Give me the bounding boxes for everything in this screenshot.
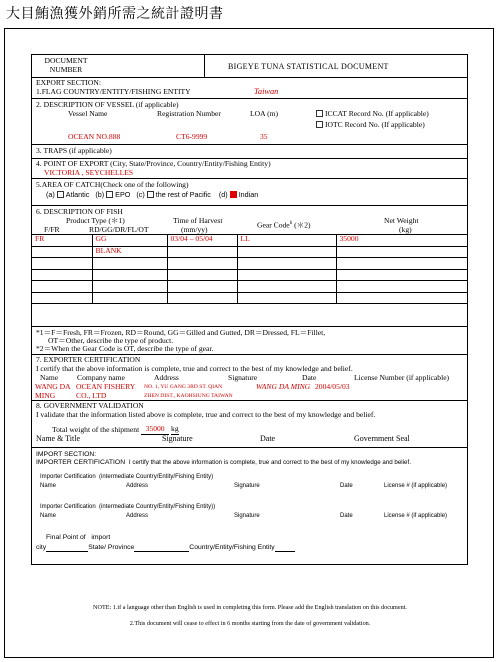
gear-code-label bbox=[257, 221, 311, 230]
exporter-signature-value: WANG DA MING bbox=[256, 382, 311, 391]
gear-cell[interactable] bbox=[237, 269, 336, 281]
importer-2-col-address: Address bbox=[126, 513, 149, 519]
exporter-col-date: Date bbox=[302, 373, 317, 382]
ff-cell[interactable] bbox=[32, 258, 92, 270]
importer-2-col-signature: Signature bbox=[234, 513, 260, 519]
rd-cell[interactable] bbox=[92, 292, 167, 304]
ff-cell[interactable] bbox=[32, 292, 92, 304]
final-point-text-1: Final Point of bbox=[46, 534, 86, 541]
iotc-checkbox[interactable] bbox=[316, 121, 323, 128]
registration-label: Registration Number bbox=[157, 109, 221, 118]
document-number-label bbox=[42, 57, 90, 74]
point-of-export-row bbox=[32, 158, 467, 178]
table-row bbox=[32, 281, 467, 293]
iccat-checkbox[interactable] bbox=[316, 110, 323, 117]
net-unit-label: (kg) bbox=[399, 225, 412, 234]
table-row bbox=[32, 246, 467, 258]
page-heading: 大目鮪漁獲外銷所需之統計證明書 bbox=[6, 6, 224, 22]
fish-description-label: 6. DESCRIPTION OF FISH bbox=[36, 207, 123, 216]
importer-cert-2-sub: (intermediate Country/Entity/Fishing Entity)) bbox=[99, 504, 216, 510]
f-fr-label: F/FR bbox=[44, 225, 60, 234]
point-of-export-value: VICTORIA , SEYCHELLES bbox=[44, 168, 134, 177]
footer-note-1: NOTE: 1.if a language other than English is used in completing this form. Please add the English translation on this document. bbox=[93, 604, 407, 611]
area-option-a-marker: (a) bbox=[46, 190, 55, 199]
final-point-fields bbox=[36, 544, 295, 552]
fish-note-2: *2＝When the Gear Code is OT, describe the type of gear. bbox=[36, 344, 214, 353]
exporter-name-value-2: MING bbox=[35, 391, 56, 400]
rest-of-pacific-checkbox[interactable] bbox=[147, 191, 154, 198]
harvest-cell[interactable] bbox=[167, 281, 237, 293]
exporter-certification-row bbox=[32, 354, 467, 400]
exporter-address-value-1: NO. 1, YU GANG 3RD ST. QIAN bbox=[144, 384, 223, 390]
ff-cell[interactable]: FR bbox=[32, 235, 92, 247]
import-section-label: IMPORT SECTION: bbox=[36, 451, 97, 458]
document-title: BIGEYE TUNA STATISTICAL DOCUMENT bbox=[228, 62, 389, 71]
exporter-col-address: Address bbox=[154, 373, 179, 382]
importer-2-col-name: Name bbox=[40, 513, 57, 519]
ff-cell[interactable] bbox=[32, 281, 92, 293]
fish-notes-row bbox=[32, 326, 467, 354]
exporter-col-license: License Number (if applicable) bbox=[354, 373, 450, 382]
importer-cert-1-sub: (intermediate Country/Entity/Fishing Entity) bbox=[99, 474, 214, 480]
rd-cell[interactable] bbox=[92, 258, 167, 270]
table-row bbox=[32, 258, 467, 270]
export-section-label: EXPORT SECTION: bbox=[36, 78, 102, 87]
total-weight-value[interactable]: 35000 bbox=[141, 425, 169, 435]
exporter-address-value-2: ZHEN DIST., KAOHSIUNG TAIWAN bbox=[144, 393, 233, 399]
epo-checkbox[interactable] bbox=[106, 191, 113, 198]
government-seal-label: Government Seal bbox=[354, 434, 410, 443]
harvest-cell[interactable] bbox=[167, 258, 237, 270]
export-flag-row bbox=[32, 77, 467, 98]
importer-2-col-date: Date bbox=[340, 513, 353, 519]
loa-label: LOA (m) bbox=[250, 109, 279, 118]
fish-table bbox=[32, 234, 467, 304]
document-number-line-2: NUMBER bbox=[49, 64, 83, 74]
traps-row bbox=[32, 144, 467, 158]
traps-label: 3. TRAPS (if applicable) bbox=[36, 146, 112, 155]
country-field[interactable] bbox=[275, 551, 295, 552]
total-weight-unit: kg bbox=[171, 424, 179, 433]
government-validation-label: 8. GOVERNMENT VALIDATION bbox=[36, 401, 144, 410]
gear-code-text: Gear Code bbox=[257, 220, 290, 230]
importer-cert-line bbox=[36, 459, 411, 467]
weight-cell[interactable] bbox=[336, 281, 467, 293]
gear-cell[interactable] bbox=[237, 292, 336, 304]
weight-cell[interactable] bbox=[336, 258, 467, 270]
ff-cell[interactable] bbox=[32, 246, 92, 258]
gear-cell[interactable]: LL bbox=[237, 235, 336, 247]
document-number-line-1: DOCUMENT bbox=[44, 56, 88, 65]
area-option-d-marker: (d) bbox=[218, 190, 228, 199]
gov-signature-label: Signature bbox=[162, 434, 193, 443]
vessel-name-label: Vessel Name bbox=[68, 109, 108, 118]
area-of-catch-row bbox=[32, 178, 467, 205]
ff-cell[interactable] bbox=[32, 269, 92, 281]
harvest-cell[interactable] bbox=[167, 292, 237, 304]
city-field[interactable] bbox=[46, 551, 88, 552]
importer-cert-2-label bbox=[40, 504, 215, 511]
importer-1-col-date: Date bbox=[340, 483, 353, 489]
importer-cert-2-title: Importer Certification bbox=[40, 504, 96, 510]
indian-checkbox[interactable] bbox=[230, 191, 237, 198]
weight-cell[interactable]: 35000 bbox=[336, 235, 467, 247]
importer-certify-text: I certify that the above information is complete, true and correct to the best of my knowledge and belief. bbox=[128, 459, 411, 466]
importer-1-col-name: Name bbox=[40, 483, 57, 489]
rd-cell[interactable]: GG bbox=[92, 235, 167, 247]
rd-cell[interactable]: BLANK bbox=[92, 246, 167, 258]
area-of-catch-label: 5.AREA OF CATCH(Check one of the following) bbox=[36, 180, 189, 189]
flag-value: Taiwan bbox=[254, 87, 279, 96]
indian-label: Indian bbox=[238, 190, 259, 199]
state-label: State/ Province bbox=[88, 544, 135, 551]
table-row bbox=[32, 269, 467, 281]
vessel-row bbox=[32, 98, 467, 144]
exporter-company-value-2: CO., LTD bbox=[76, 391, 107, 400]
area-option-c-marker: (c) bbox=[136, 190, 145, 199]
importer-certification-label: IMPORTER CERTIFICATION bbox=[36, 459, 126, 466]
country-label: Country/Entity/Fishing Entity bbox=[189, 544, 275, 551]
epo-label: EPO bbox=[115, 190, 131, 199]
gov-date-label: Date bbox=[260, 434, 276, 443]
iccat-label: ICCAT Record No. (If applicable) bbox=[325, 109, 429, 118]
city-label: city bbox=[36, 544, 47, 551]
state-field[interactable] bbox=[134, 551, 189, 552]
registration-value: CT6-9999 bbox=[176, 132, 208, 141]
exporter-date-value: 2004/05/03 bbox=[315, 382, 350, 391]
atlantic-label: Atlantic bbox=[65, 190, 90, 199]
weight-cell[interactable] bbox=[336, 246, 467, 258]
harvest-cell[interactable] bbox=[167, 269, 237, 281]
importer-1-col-license: License # (if applicable) bbox=[384, 483, 448, 489]
loa-value: 35 bbox=[260, 132, 268, 141]
final-point-text-2: import bbox=[91, 534, 111, 541]
exporter-col-company: Company name bbox=[77, 373, 125, 382]
product-type-label: Product Type (＊1) bbox=[66, 216, 125, 225]
harvest-cell[interactable]: 03/04 – 05/04 bbox=[167, 235, 237, 247]
name-title-label: Name & Title bbox=[36, 434, 81, 443]
importer-cert-1-label bbox=[40, 474, 213, 481]
footer-note-2: 2.This document will cease to effect in 6 months starting from the date of government validation. bbox=[129, 620, 371, 627]
rd-cell[interactable] bbox=[92, 281, 167, 293]
area-options bbox=[46, 191, 258, 199]
exporter-certification-label: 7. EXPORTER CERTIFICATION bbox=[36, 355, 141, 364]
iotc-record bbox=[316, 121, 425, 130]
rd-codes-label: RD/GG/DR/FL/OT bbox=[89, 225, 149, 234]
exporter-certify-text: I certify that the above information is complete, true and correct to the best of my knowledge and belief. bbox=[36, 364, 353, 373]
weight-cell[interactable] bbox=[336, 269, 467, 281]
document-header-row bbox=[32, 55, 467, 77]
government-validate-text: I validate that the information listed above is complete, true and correct to the best of my knowledge and belief. bbox=[36, 410, 376, 419]
point-of-export-label: 4. POINT OF EXPORT (City, State/Province, Country/Entity/Fishing Entity) bbox=[36, 159, 271, 168]
gear-code-superscript: b bbox=[289, 221, 293, 226]
vessel-name-value: OCEAN NO.888 bbox=[68, 132, 121, 141]
importer-1-col-address: Address bbox=[126, 483, 149, 489]
fish-note-1b: OT＝Other, describe the type of product. bbox=[48, 336, 174, 345]
import-section-row bbox=[32, 447, 467, 564]
harvest-cell[interactable] bbox=[167, 246, 237, 258]
rest-of-pacific-label: the rest of Pacific bbox=[155, 190, 211, 199]
gear-code-note-ref: (＊2) bbox=[294, 220, 311, 230]
fish-description-row bbox=[32, 205, 467, 326]
table-row bbox=[32, 235, 467, 247]
government-validation-row bbox=[32, 400, 467, 447]
harvest-unit-label: (mm/yy) bbox=[181, 225, 208, 234]
final-point-label bbox=[46, 534, 110, 542]
exporter-col-signature: Signature bbox=[228, 373, 258, 382]
exporter-col-name: Name bbox=[40, 373, 59, 382]
exporter-name-value-1: WANG DA bbox=[35, 382, 71, 391]
weight-cell[interactable] bbox=[336, 292, 467, 304]
importer-1-col-signature: Signature bbox=[234, 483, 260, 489]
vessel-label: 2. DESCRIPTION OF VESSEL (if applicable) bbox=[36, 100, 179, 109]
table-row bbox=[32, 292, 467, 304]
importer-2-col-license: License # (if applicable) bbox=[384, 513, 448, 519]
rd-cell[interactable] bbox=[92, 269, 167, 281]
gear-cell[interactable] bbox=[237, 281, 336, 293]
importer-cert-1-title: Importer Certification bbox=[40, 474, 96, 480]
iotc-label: IOTC Record No. (If applicable) bbox=[325, 120, 425, 129]
fish-note-1: *1＝F＝Fresh, FR＝Frozen, RD＝Round, GG＝Gilled and Gutted, DR＝Dressed, FL＝Fillet, bbox=[36, 328, 326, 337]
net-weight-label: Net Weight bbox=[384, 216, 419, 225]
atlantic-checkbox[interactable] bbox=[57, 191, 64, 198]
area-option-b-marker: (b) bbox=[95, 190, 105, 199]
statistical-document-form bbox=[31, 54, 468, 565]
gear-cell[interactable] bbox=[237, 258, 336, 270]
flag-label: 1.FLAG COUNTRY/ENTITY/FISHING ENTITY bbox=[36, 87, 191, 96]
gear-cell[interactable] bbox=[237, 246, 336, 258]
exporter-company-value-1: OCEAN FISHERY bbox=[76, 382, 136, 391]
harvest-time-label: Time of Harvest bbox=[173, 216, 223, 225]
iccat-record bbox=[316, 110, 429, 119]
header-divider bbox=[204, 55, 205, 77]
total-weight-label: Total weight of the shipment bbox=[52, 425, 140, 434]
